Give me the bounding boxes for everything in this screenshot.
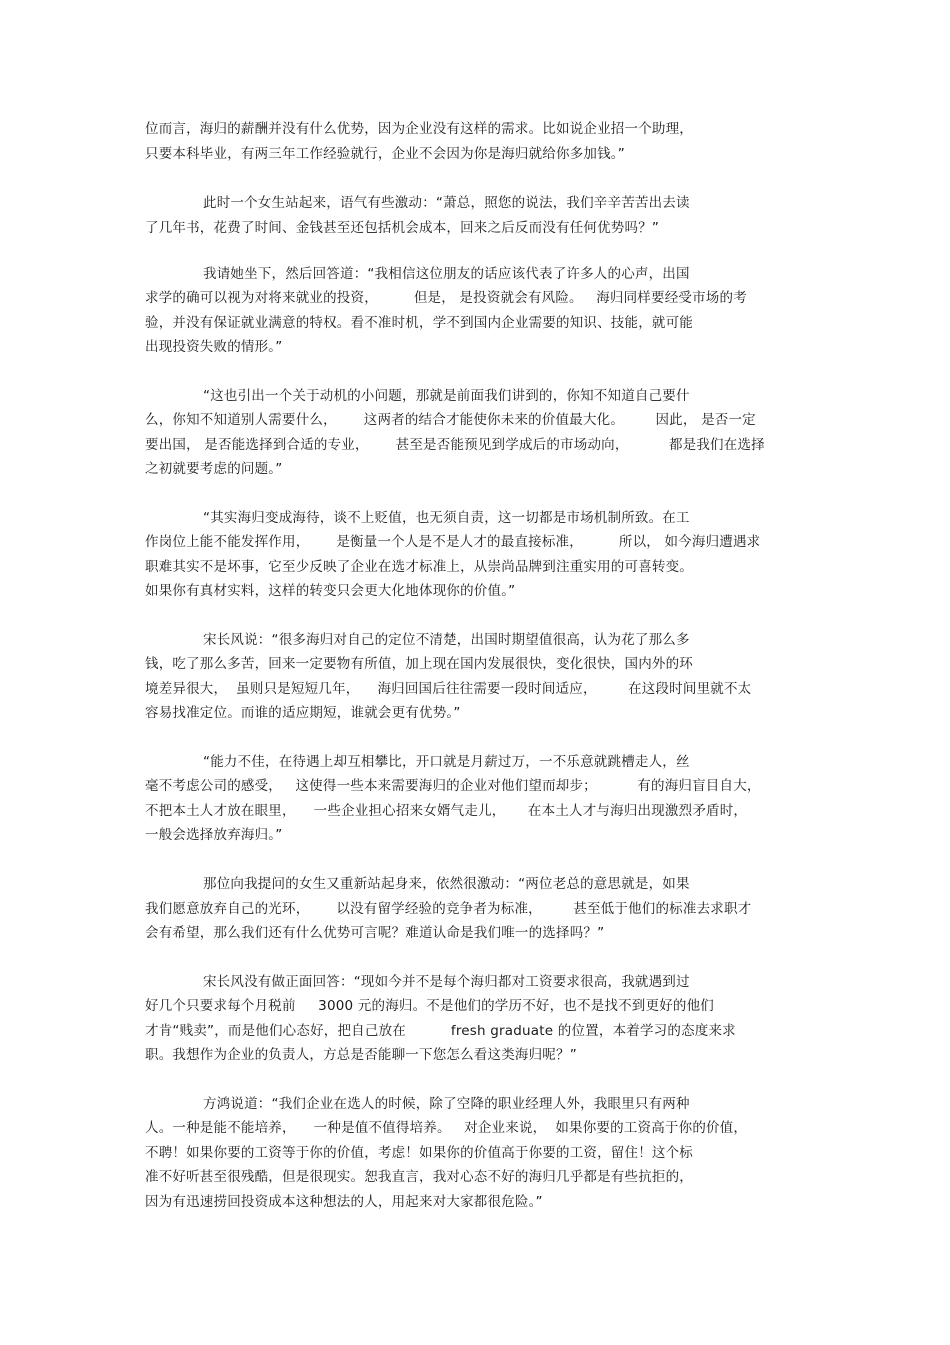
text-line: 容易找准定位。而谁的适应期短，谁就会更有优势。”: [145, 705, 461, 721]
text-line: 才肯“贱卖”，而是他们心态好，把自己放在 fresh graduate 的位置，本着学习的态度来求: [145, 1023, 736, 1039]
text-line: 出现投资失败的情形。”: [145, 339, 283, 355]
text-line: 么，你知不知道别人需要什么， 这两者的结合才能使你未来的价值最大化。 因此， 是否一定: [145, 412, 756, 428]
text-line: 要出国， 是否能选择到合适的专业， 甚至是否能预见到学成后的市场动向， 都是我们在选择: [145, 437, 765, 453]
text-line: 准不好听甚至很残酷，但是很现实。恕我直言，我对心态不好的海归几乎都是有些抗拒的，: [145, 1169, 693, 1185]
text-line: 之初就要考虑的问题。”: [145, 461, 283, 477]
text-line: 职。我想作为企业的负责人，方总是否能聊一下您怎么看这类海归呢？”: [145, 1047, 577, 1063]
text-line: “能力不佳，在待遇上却互相攀比，开口就是月薪过万，一不乐意就跳槽走人，丝: [203, 754, 690, 770]
text-line: 只要本科毕业，有两三年工作经验就行，企业不会因为你是海归就给你多加钱。”: [145, 146, 625, 162]
text-line: 作岗位上能不能发挥作用， 是衡量一个人是不是人才的最直接标准， 所以， 如今海归遭遇求: [145, 534, 761, 550]
text-line: 宋长风没有做正面回答：“现如今并不是每个海归都对工资要求很高，我就遇到过: [203, 974, 690, 990]
text-line: “这也引出一个关于动机的小问题，那就是前面我们讲到的，你知不知道自己要什: [203, 388, 690, 404]
text-line: 此时一个女生站起来，语气有些激动：“萧总，照您的说法，我们辛辛苦苦出去读: [203, 195, 690, 211]
text-line: 方鸿说道：“我们企业在选人的时候，除了空降的职业经理人外，我眼里只有两种: [203, 1096, 690, 1112]
text-line: 位而言，海归的薪酬并没有什么优势，因为企业没有这样的需求。比如说企业招一个助理，: [145, 121, 693, 137]
text-line: 宋长风说：“很多海归对自己的定位不清楚，出国时期望值很高，认为花了那么多: [203, 632, 690, 648]
text-line: 境差异很大， 虽则只是短短几年， 海归回国后往往需要一段时间适应， 在这段时间里就不太: [145, 681, 752, 697]
text-line: 好几个只要求每个月税前 3000 元的海归。不是他们的学历不好，也不是找不到更好的他们: [145, 998, 715, 1014]
text-line: 如果你有真材实料，这样的转变只会更大化地体现你的价值。”: [145, 583, 516, 599]
text-line: 求学的确可以视为对将来就业的投资， 但是， 是投资就会有风险。 海归同样要经受市场的考: [145, 290, 747, 306]
text-line: 了几年书，花费了时间、金钱甚至还包括机会成本，回来之后反而没有任何优势吗？”: [145, 220, 660, 236]
text-line: 我请她坐下，然后回答道：“我相信这位朋友的话应该代表了许多人的心声，出国: [203, 266, 690, 282]
text-line: 我们愿意放弃自己的光环， 以没有留学经验的竞争者为标准， 甚至低于他们的标准去求职才: [145, 901, 752, 917]
text-line: 毫不考虑公司的感受， 这使得一些本来需要海归的企业对他们望而却步； 有的海归盲目自大，: [145, 778, 761, 794]
text-line: 那位向我提问的女生又重新站起身来，依然很激动：“两位老总的意思就是，如果: [203, 876, 690, 892]
text-line: 会有希望，那么我们还有什么优势可言呢？难道认命是我们唯一的选择吗？”: [145, 925, 605, 941]
text-line: 不聘！如果你要的工资等于你的价值，考虑！如果你的价值高于你要的工资，留住！这个标: [145, 1145, 693, 1161]
text-line: 职难其实不是坏事，它至少反映了企业在选才标准上，从崇尚品牌到注重实用的可喜转变。: [145, 559, 693, 575]
text-line: 不把本土人才放在眼里， 一些企业担心招来女婿气走儿， 在本土人才与海归出现激烈矛盾时，: [145, 803, 748, 819]
text-line: 人。一种是能不能培养， 一种是值不值得培养。 对企业来说， 如果你要的工资高于你的价值，: [145, 1120, 748, 1136]
text-line: 一般会选择放弃海归。”: [145, 827, 283, 843]
text-line: 钱，吃了那么多苦，回来一定要物有所值，加上现在国内发展很快，变化很快，国内外的环: [145, 656, 693, 672]
text-line: “其实海归变成海待，谈不上贬值，也无须自责，这一切都是市场机制所致。在工: [203, 510, 690, 526]
text-line: 验，并没有保证就业满意的特权。看不准时机，学不到国内企业需要的知识、技能，就可能: [145, 315, 693, 331]
text-line: 因为有迅速捞回投资成本这种想法的人，用起来对大家都很危险。”: [145, 1194, 543, 1210]
